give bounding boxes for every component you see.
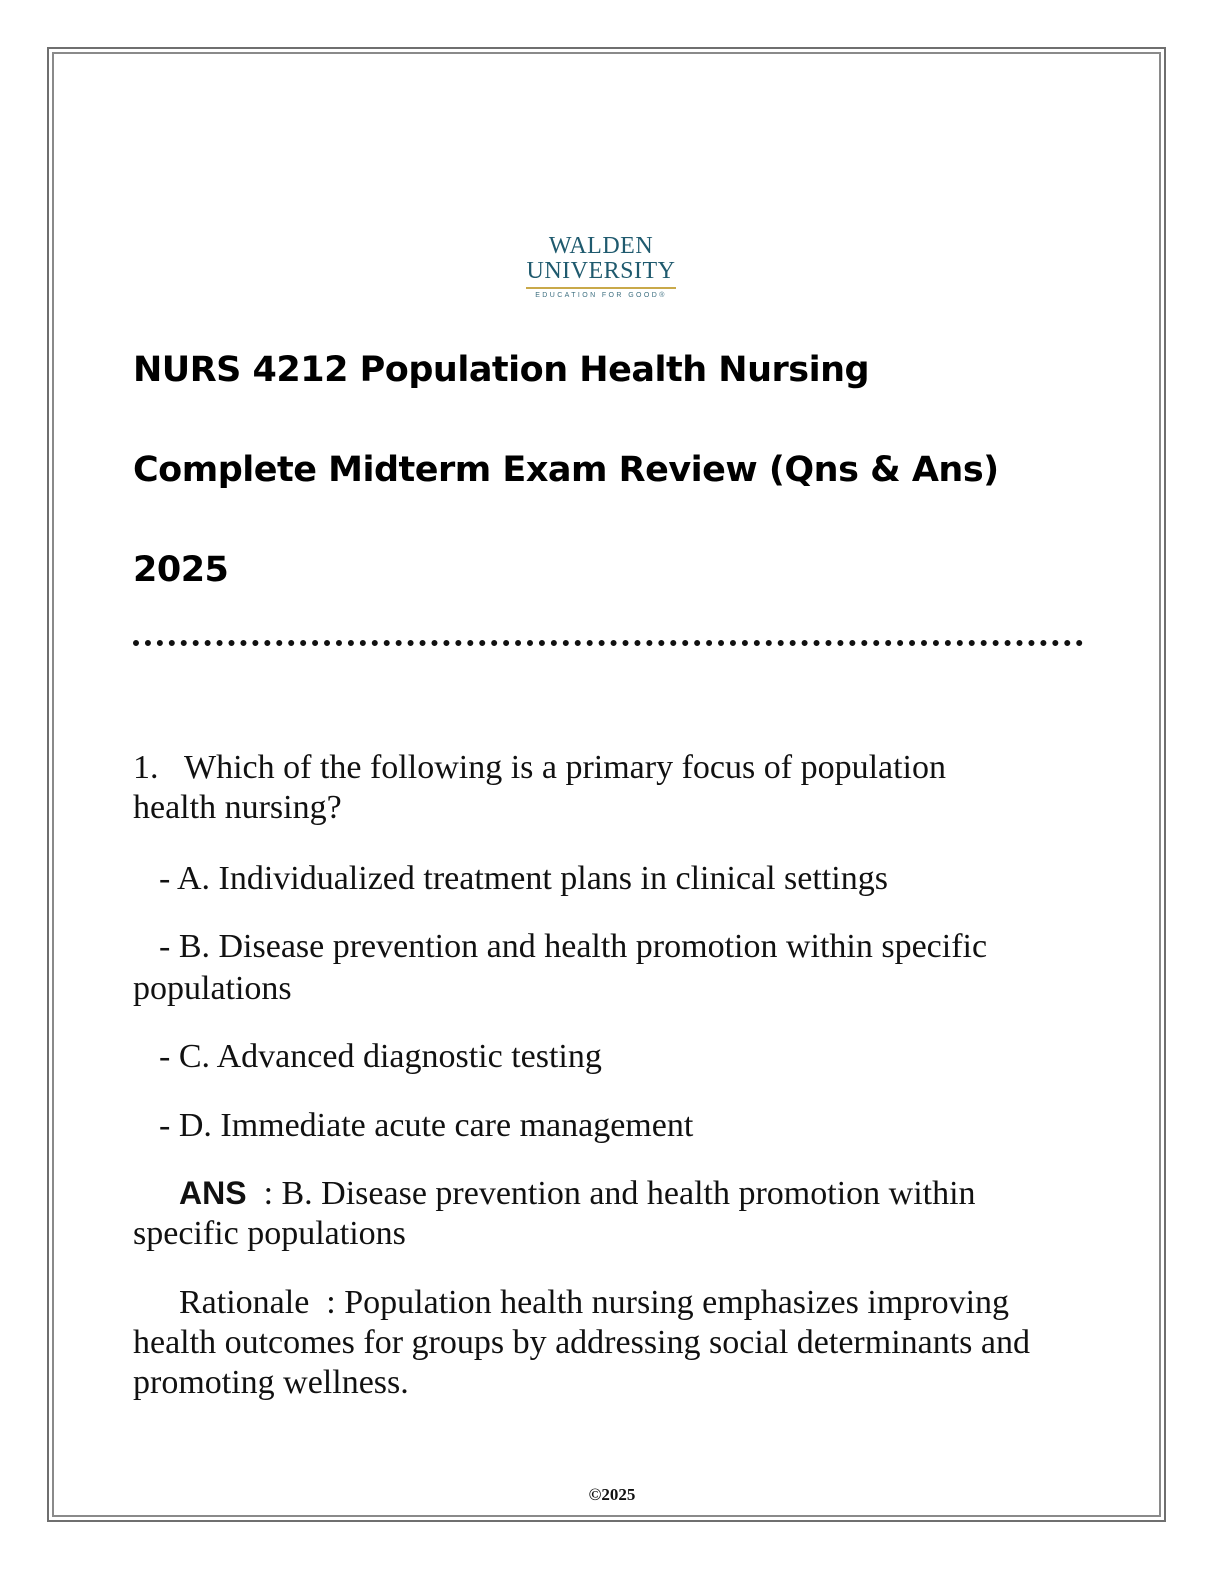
answer-text: : B. Disease prevention and health promotion within specific populations	[133, 1175, 976, 1252]
option-c: - C. Advanced diagnostic testing	[159, 1038, 602, 1075]
rationale	[133, 1283, 1083, 1403]
question-number: 1.	[133, 749, 159, 786]
question-text: Which of the following is a primary focus of population health nursing?	[133, 749, 946, 826]
logo-line-university: UNIVERSITY	[526, 258, 676, 284]
logo-tagline: EDUCATION FOR GOOD®	[535, 292, 667, 299]
answer	[133, 1173, 1063, 1254]
document-title-line-2: Complete Midterm Exam Review (Qns & Ans)	[133, 450, 999, 490]
answer-label: ANS	[179, 1175, 247, 1211]
dotted-separator	[133, 640, 1083, 646]
option-a: - A. Individualized treatment plans in clinical settings	[159, 860, 888, 897]
document-title-year: 2025	[133, 550, 229, 590]
walden-university-logo	[518, 230, 684, 302]
logo-rule	[526, 287, 676, 289]
rationale-text: : Population health nursing emphasizes improving health outcomes for groups by addressing social determinants and promoting wellness.	[133, 1284, 1030, 1401]
rationale-label: Rationale	[179, 1284, 310, 1321]
option-d: - D. Immediate acute care management	[159, 1107, 694, 1144]
question-1	[133, 748, 1013, 828]
option-b: - B. Disease prevention and health promotion within specific populations	[133, 928, 988, 1007]
logo-line-walden: WALDEN	[548, 233, 654, 259]
document-title-line-1: NURS 4212 Population Health Nursing	[133, 350, 870, 390]
footer-copyright: ©2025	[588, 1485, 636, 1504]
